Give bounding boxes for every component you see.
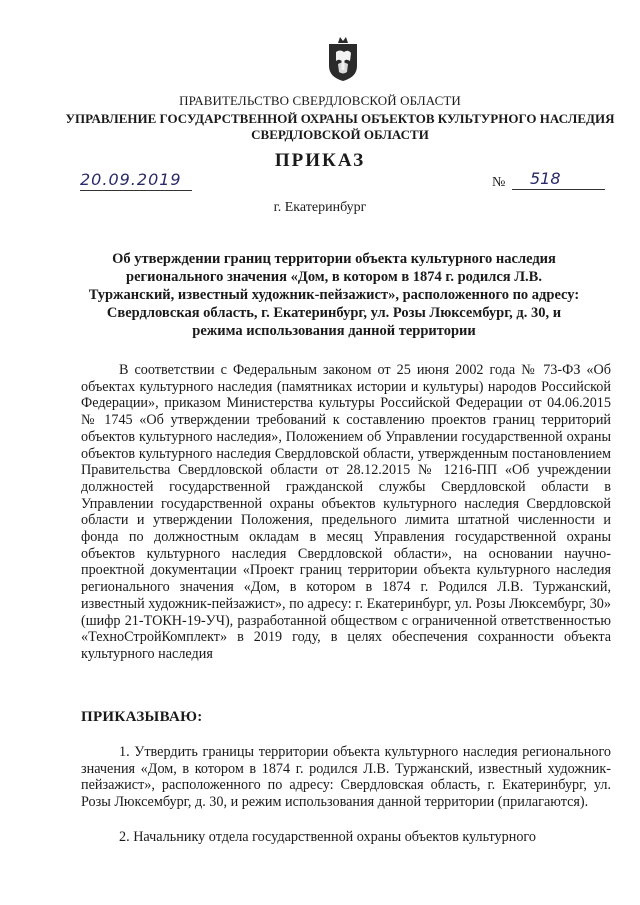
- preamble-paragraph: В соответствии с Федеральным законом от 25 июня 2002 года № 73-ФЗ «Об объектах культурного наследия (памятниках истории и культуры) народов Российской Федерации», приказом Министерства культуры Российской Федерации от 04.06.2015 № 1745 «Об утверждении требований к составлению проектов границ территорий объектов культурного наследия», Положением об Управлении государственной охраны объектов культурного наследия Свердловской области, утвержденным постановлением Правительства Свердловской области от 28.12.2015 № 1216-ПП «Об учреждении должностей государственной гражданской службы Свердловской области в Управлении государственной охраны объектов культурного наследия Свердловской области и утверждении Положения, предельного лимита штатной численности и фонда по должностным окладам в месяц Управления государственной охраны объектов культурного наследия Свердловской области», на основании научно-проектной документации «Проект границ территории объекта культурного наследия регионального значения «Дом, в котором в 1874 г. Родился Л.В. Туржанский, известный художник-пейзажист», по адресу: г. Екатеринбург, ул. Розы Люксембург, 30» (шифр 21-ТОКН-19-УЧ), разработанной обществом с ограниченной ответственностью «ТехноСтройКомплект» в 2019 году, в целях обеспечения сохранности объекта культурного наследия: [81, 362, 611, 662]
- number-field: [512, 169, 605, 190]
- handwritten-date: 20.09.2019: [80, 170, 182, 189]
- government-heading: ПРАВИТЕЛЬСТВО СВЕРДЛОВСКОЙ ОБЛАСТИ: [179, 93, 461, 108]
- handwritten-number: 518: [530, 169, 561, 188]
- order-title: Об утверждении границ территории объекта культурного наследия регионального значения «Дом, в котором в 1874 г. родился Л.В. Туржанский, известный художник-пейзажист», расположенного по адресу: Свердловская область, г. Екатеринбург, ул. Розы Люксембург, д. 30, и режима использования данной территории: [88, 251, 580, 339]
- department-heading: УПРАВЛЕНИЕ ГОСУДАРСТВЕННОЙ ОХРАНЫ ОБЪЕКТОВ КУЛЬТУРНОГО НАСЛЕДИЯ СВЕРДЛОВСКОЙ ОБЛАСТИ: [65, 111, 615, 142]
- city-line: г. Екатеринбург: [273, 200, 367, 215]
- orders-heading: ПРИКАЗЫВАЮ:: [81, 709, 203, 725]
- order-item-2: 2. Начальнику отдела государственной охраны объектов культурного: [119, 829, 536, 845]
- document-type-heading: ПРИКАЗ: [274, 150, 366, 171]
- number-sign: №: [492, 175, 506, 190]
- coat-of-arms-emblem: [326, 36, 360, 82]
- order-item-1: 1. Утвердить границы территории объекта культурного наследия регионального значения «Дом, в котором в 1874 г. родился Л.В. Туржанский, известный художник-пейзажист», расположенного по адресу: Свердловская область, г. Екатеринбург, ул. Розы Люксембург, д. 30, и режим использования данной территории (прилагаются).: [81, 744, 611, 811]
- date-field: [80, 168, 192, 191]
